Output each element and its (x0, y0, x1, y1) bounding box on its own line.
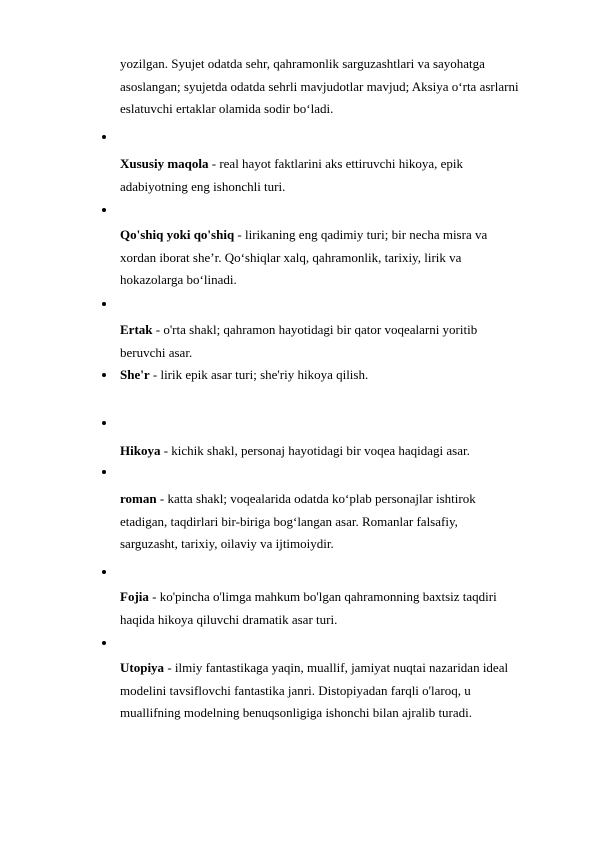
bullet-icon (101, 131, 109, 143)
glossary-entry (120, 153, 560, 198)
entry-term: She'r (120, 367, 150, 382)
entry-definition: - ko'pincha o'limga mahkum bo'lgan qahramonning baxtsiz taqdiri (148, 589, 497, 604)
bullet-icon (101, 298, 109, 310)
entry-definition: - lirikaning eng qadimiy turi; bir necha misra va (234, 227, 488, 242)
intro-line: yozilgan. Syujet odatda sehr, qahramonlik sarguzashtlari va sayohatga (120, 56, 485, 71)
entry-definition: - o'rta shakl; qahramon hayotidagi bir qator voqealarni yoritib (152, 322, 478, 337)
entry-continuation: muallifning modelning benuqsonligiga ishonchi bilan ajralib turadi. (120, 705, 473, 721)
entry-term: Xususiy maqola (120, 156, 209, 171)
glossary-entry (120, 319, 560, 364)
bullet-icon (101, 417, 109, 429)
entry-continuation: beruvchi asar. (120, 344, 193, 360)
entry-continuation: adabiyotning eng ishonchli turi. (120, 178, 286, 194)
entry-definition: - ilmiy fantastikaga yaqin, muallif, jamiyat nuqtai nazaridan ideal (164, 660, 509, 675)
glossary-entry (120, 586, 560, 631)
entry-term: Ertak (120, 322, 153, 337)
glossary-entry (120, 224, 560, 292)
bullet-icon (101, 566, 109, 578)
entry-continuation: haqida hikoya qiluvchi dramatik asar turi. (120, 611, 338, 627)
glossary-entry (120, 488, 560, 556)
entry-continuation: sarguzasht, tarixiy, oilaviy va ijtimoiydir. (120, 536, 334, 552)
entry-term: Fojia (120, 589, 149, 604)
entry-definition: - kichik shakl, personaj hayotidagi bir voqea haqidagi asar. (160, 443, 470, 458)
entry-continuation: etadigan, taqdirlari bir-biriga bog‘langan asar. Romanlar falsafiy, (120, 513, 458, 529)
entry-definition: - real hayot faktlarini aks ettiruvchi hikoya, epik (208, 156, 463, 171)
entry-term: roman (120, 491, 157, 506)
entry-definition: - lirik epik asar turi; she'riy hikoya qilish. (149, 367, 369, 382)
intro-paragraph (120, 53, 560, 121)
glossary-entry (120, 440, 560, 463)
bullet-icon (101, 637, 109, 649)
entry-continuation: modelini tavsiflovchi fantastika janri. Distopiyadan farqli o'laroq, u (120, 682, 471, 698)
bullet-icon (101, 204, 109, 216)
intro-line: eslatuvchi ertaklar olamida sodir bo‘ladi. (120, 101, 334, 117)
bullet-icon (101, 369, 109, 381)
entry-continuation: xordan iborat she’r. Qo‘shiqlar xalq, qahramonlik, tarixiy, lirik va (120, 249, 462, 265)
entry-continuation: hokazolarga bo‘linadi. (120, 272, 237, 288)
entry-term: Utopiya (120, 660, 165, 675)
intro-line: asoslangan; syujetda odatda sehrli mavjudotlar mavjud; Aksiya o‘rta asrlarni (120, 78, 519, 94)
glossary-entry (120, 364, 560, 387)
entry-definition: - katta shakl; voqealarida odatda ko‘plab personajlar ishtirok (156, 491, 476, 506)
entry-term: Hikoya (120, 443, 161, 458)
glossary-entry (120, 657, 560, 725)
bullet-icon (101, 466, 109, 478)
entry-term: Qo'shiq yoki qo'shiq (120, 227, 235, 242)
